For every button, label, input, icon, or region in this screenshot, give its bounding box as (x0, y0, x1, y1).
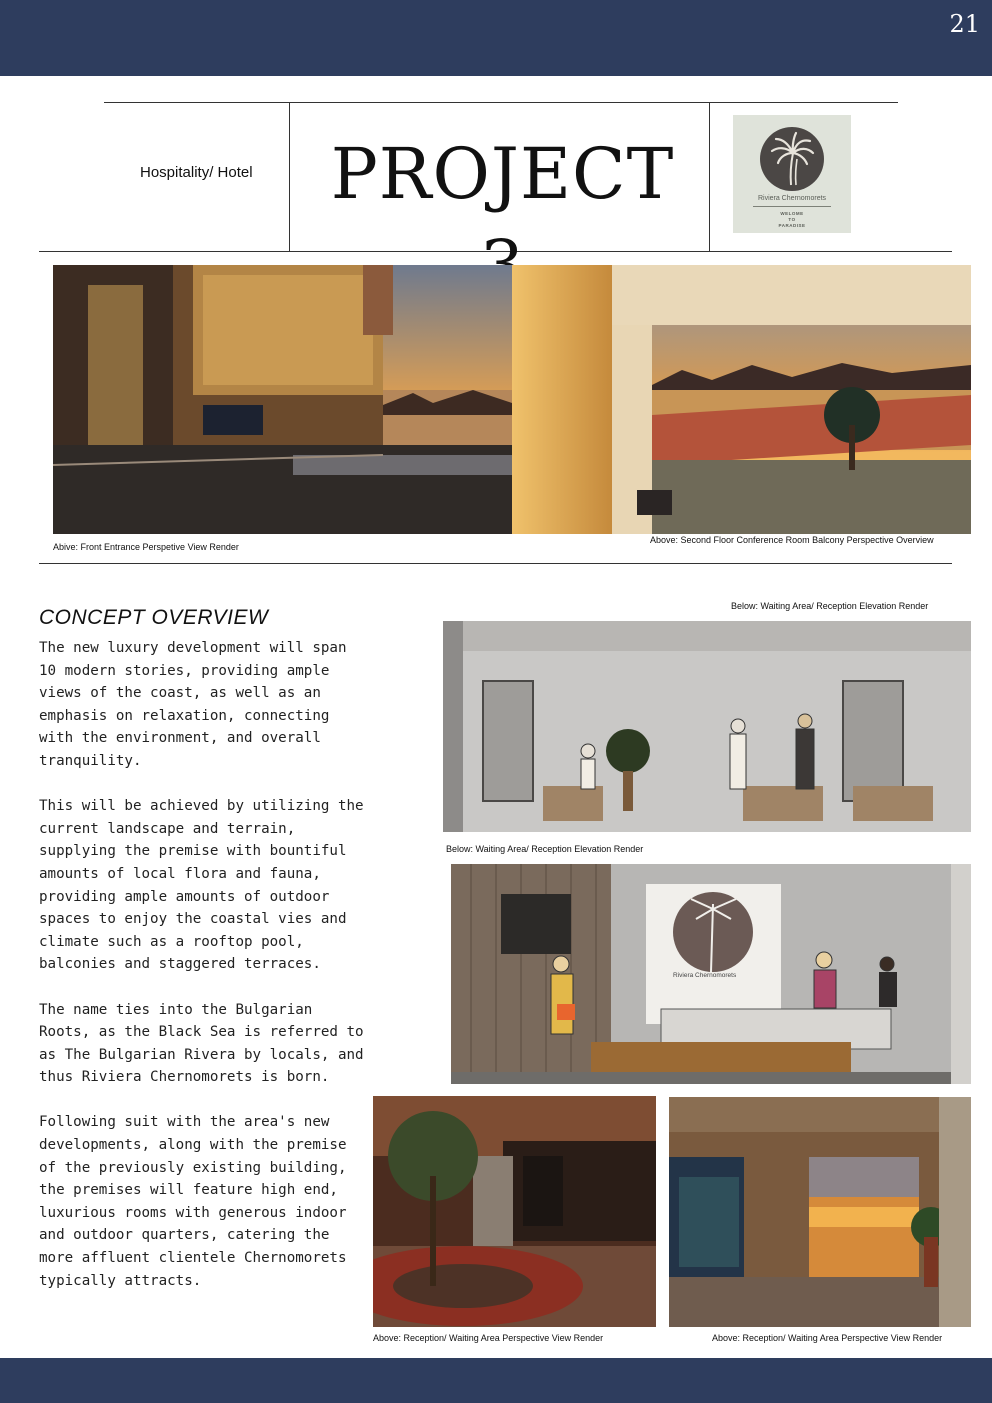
balcony-caption: Above: Second Floor Conference Room Balcony Perspective Overview (650, 535, 934, 545)
logo-divider (753, 206, 831, 207)
sketch-sign-text: Riviera Chernomorets (673, 972, 737, 979)
header-divider-right (709, 102, 710, 251)
header-top-rule (104, 102, 898, 103)
reception-render-2 (669, 1097, 971, 1327)
concept-paragraph: This will be achieved by utilizing the current landscape and terrain, supplying the premise with bountiful amounts of local flora and fauna, providing ample amounts of outdoor spaces to enjoy the coastal vies and climate such as a rooftop pool, balconies and staggered terraces. (39, 798, 364, 973)
renders-divider (39, 563, 952, 564)
balcony-render (512, 265, 971, 534)
concept-heading: CONCEPT OVERVIEW (39, 606, 269, 629)
footer-band (0, 1358, 992, 1403)
logo-tagline-line: WELOME (780, 211, 804, 216)
reception-caption-2: Above: Reception/ Waiting Area Perspective View Render (712, 1333, 943, 1343)
logo-tagline-line: TO (788, 217, 796, 222)
waiting-area-elevation-sketch-2 (451, 864, 971, 1084)
project-title: PROJECT (330, 133, 675, 215)
concept-paragraph: The name ties into the Bulgarian Roots, as the Black Sea is referred to as The Bulgarian Rivera by locals, and thus Riviera Chernomorets is born. (39, 1001, 364, 1086)
riviera-logo (733, 115, 851, 233)
project-category: Hospitality/ Hotel (140, 164, 253, 181)
reception-render-1 (373, 1096, 656, 1327)
page-number: 21 (949, 10, 980, 38)
logo-name: Riviera Chernomorets (757, 195, 827, 202)
header-divider-left (289, 102, 290, 251)
elevation-caption-1: Below: Waiting Area/ Reception Elevation Render (731, 601, 929, 611)
logo-tagline (733, 211, 851, 229)
header-band (0, 0, 992, 76)
concept-body (39, 637, 369, 1292)
palm-tree-icon (760, 127, 824, 191)
waiting-area-elevation-sketch-1 (443, 621, 971, 832)
elevation-caption-2: Below: Waiting Area/ Reception Elevation Render (446, 844, 644, 854)
logo-tagline-line: PARADISE (778, 223, 806, 228)
front-entrance-render (53, 265, 512, 534)
concept-paragraph: Following suit with the area's new developments, along with the premise of the previously existing building, the premises will feature high end, luxurious rooms with generous indoor and outdoor quarters, catering the more affluent clientele Chernomorets typically attracts. (39, 1114, 347, 1289)
logo-emblem (760, 127, 824, 191)
concept-paragraph: The new luxury development will span 10 modern stories, providing ample views of the coast, as well as an emphasis on relaxation, connecting with the environment, and overall tranquility. (39, 640, 347, 769)
front-entrance-caption: Abive: Front Entrance Perspetive View Render (53, 542, 239, 552)
reception-caption-1: Above: Reception/ Waiting Area Perspective View Render (373, 1333, 604, 1343)
